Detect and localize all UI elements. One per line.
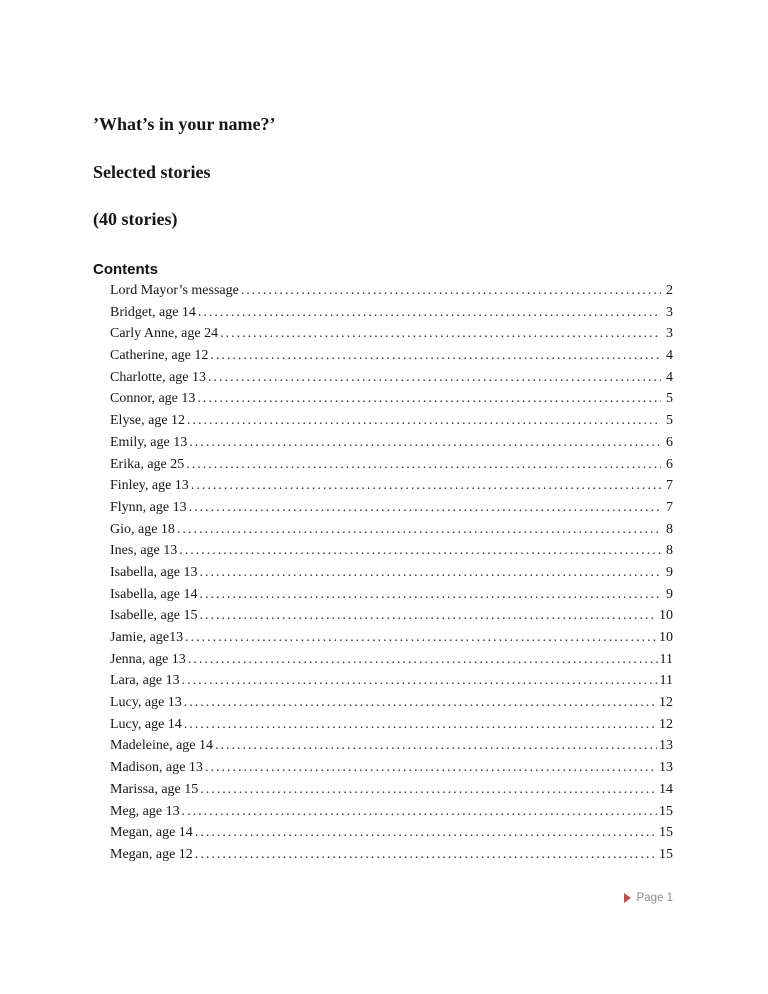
toc-entry-page-number: 4 [666,348,673,364]
toc-entry-page-number: 11 [659,673,673,689]
toc-dot-leader [241,280,661,302]
toc-entry-page-number: 9 [666,564,673,580]
toc-dot-leader [185,627,657,649]
toc-dot-leader [188,649,658,671]
toc-entry-label: Isabelle, age 15 [110,608,198,624]
toc-entry-label: Connor, age 13 [110,391,196,407]
toc-dot-leader [177,519,661,541]
toc-dot-leader [205,757,657,779]
toc-entry-page-number: 9 [666,586,673,602]
toc-entry-label: Isabella, age 13 [110,564,198,580]
toc-entry-label: Emily, age 13 [110,434,188,450]
toc-entry-label: Carly Anne, age 24 [110,326,219,342]
document-subtitle: Selected stories [93,162,211,182]
toc-dot-leader [210,345,661,367]
toc-entry-label: Elyse, age 12 [110,413,186,429]
toc-entry[interactable] [110,519,673,541]
toc-entry-label: Ines, age 13 [110,543,178,559]
toc-entry-page-number: 7 [666,499,673,515]
toc-entry-page-number: 5 [666,391,673,407]
toc-dot-leader [182,801,657,823]
toc-entry[interactable] [110,584,673,606]
toc-entry-label: Megan, age 12 [110,846,193,862]
toc-entry-label: Isabella, age 14 [110,586,198,602]
toc-entry-page-number: 15 [659,846,673,862]
toc-entry[interactable] [110,757,673,779]
document-title: ’What’s in your name?’ [93,114,276,134]
toc-entry[interactable] [110,714,673,736]
toc-entry-page-number: 3 [666,304,673,320]
toc-entry-page-number: 4 [666,369,673,385]
toc-dot-leader [195,822,657,844]
toc-dot-leader [189,497,661,519]
toc-entry[interactable] [110,822,673,844]
toc-entry[interactable] [110,692,673,714]
toc-entry-page-number: 15 [659,825,673,841]
toc-entry[interactable] [110,454,673,476]
toc-entry[interactable] [110,844,673,866]
toc-entry[interactable] [110,432,673,454]
toc-entry[interactable] [110,649,673,671]
toc-dot-leader [200,779,657,801]
toc-entry-page-number: 13 [659,738,673,754]
toc-dot-leader [220,323,661,345]
toc-entry[interactable] [110,410,673,432]
toc-entry-page-number: 2 [666,283,673,298]
toc-entry-label: Finley, age 13 [110,478,189,494]
toc-entry-label: Erika, age 25 [110,456,185,472]
toc-entry-label: Gio, age 18 [110,521,175,537]
toc-dot-leader [198,302,661,324]
toc-dot-leader [197,388,661,410]
toc-entry-page-number: 6 [666,434,673,450]
toc-entry-label: Catherine, age 12 [110,348,209,364]
toc-entry-label: Marissa, age 15 [110,781,199,797]
toc-dot-leader [179,540,661,562]
toc-dot-leader [215,735,657,757]
toc-entry-label: Charlotte, age 13 [110,369,207,385]
toc-entry-label: Bridget, age 14 [110,304,196,320]
toc-dot-leader [191,475,661,497]
toc-entry[interactable] [110,540,673,562]
story-count: (40 stories) [93,209,178,229]
toc-dot-leader [184,692,657,714]
contents-heading: Contents [93,261,158,278]
toc-entry-page-number: 10 [659,608,673,624]
toc-entry-page-number: 15 [659,803,673,819]
toc-entry-page-number: 7 [666,478,673,494]
toc-entry-page-number: 3 [666,326,673,342]
toc-entry[interactable] [110,801,673,823]
toc-dot-leader [199,584,661,606]
page-footer [624,891,673,905]
toc-dot-leader [186,454,661,476]
toc-entry[interactable] [110,323,673,345]
toc-entry-page-number: 10 [659,630,673,645]
toc-entry-label: Megan, age 14 [110,825,193,841]
toc-entry-label: Jamie, age13 [110,630,184,645]
toc-entry[interactable] [110,345,673,367]
toc-entry-page-number: 11 [659,651,673,667]
toc-entry[interactable] [110,670,673,692]
toc-entry-page-number: 8 [666,521,673,537]
toc-entry-page-number: 5 [666,413,673,429]
toc-dot-leader [199,562,661,584]
toc-entry[interactable] [110,367,673,389]
table-of-contents [110,280,673,866]
toc-entry[interactable] [110,475,673,497]
toc-entry[interactable] [110,388,673,410]
page-number-label: Page 1 [636,892,673,904]
toc-entry[interactable] [110,605,673,627]
toc-entry[interactable] [110,280,673,302]
toc-entry-label: Lucy, age 13 [110,695,182,711]
toc-entry-page-number: 14 [659,781,673,797]
toc-entry-label: Jenna, age 13 [110,651,186,667]
toc-dot-leader [184,714,657,736]
toc-dot-leader [187,410,661,432]
toc-entry-label: Flynn, age 13 [110,499,187,515]
toc-entry[interactable] [110,562,673,584]
toc-entry[interactable] [110,779,673,801]
toc-entry-page-number: 8 [666,543,673,559]
toc-dot-leader [208,367,661,389]
page-marker-arrow-icon [624,893,631,903]
toc-entry-page-number: 13 [659,760,673,776]
toc-entry-label: Madeleine, age 14 [110,738,214,754]
toc-entry-label: Lord Mayor’s message [110,283,239,298]
toc-dot-leader [199,605,657,627]
toc-dot-leader [182,670,658,692]
toc-entry[interactable] [110,497,673,519]
toc-entry-label: Madison, age 13 [110,760,203,776]
toc-entry[interactable] [110,302,673,324]
toc-entry-label: Meg, age 13 [110,803,180,819]
toc-entry[interactable] [110,627,673,649]
toc-entry-page-number: 6 [666,456,673,472]
toc-entry-page-number: 12 [659,695,673,711]
toc-dot-leader [195,844,657,866]
toc-entry-label: Lara, age 13 [110,673,180,689]
toc-entry[interactable] [110,735,673,757]
toc-entry-page-number: 12 [659,716,673,732]
toc-dot-leader [189,432,661,454]
toc-entry-label: Lucy, age 14 [110,716,182,732]
